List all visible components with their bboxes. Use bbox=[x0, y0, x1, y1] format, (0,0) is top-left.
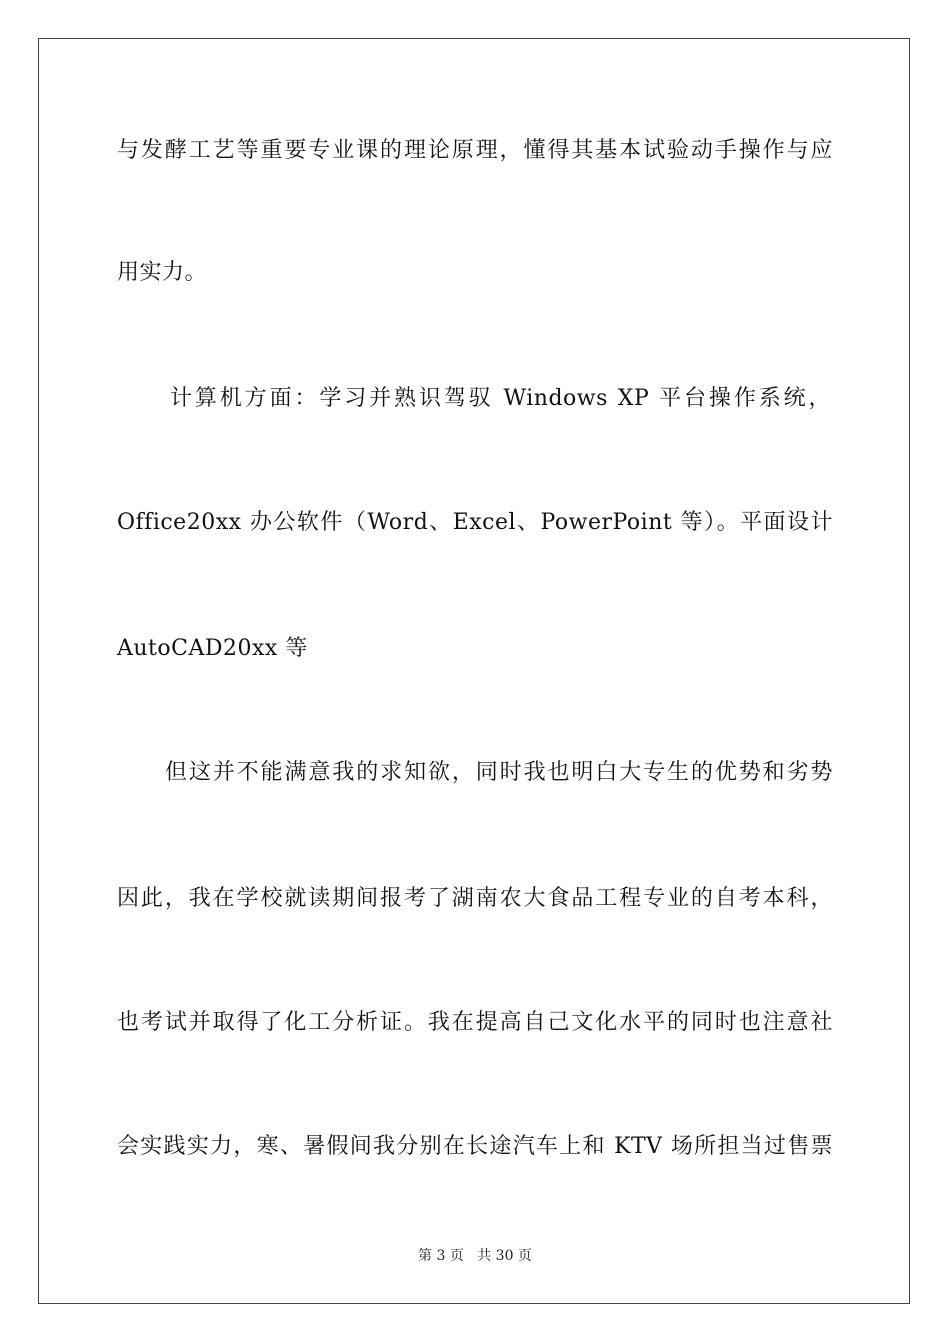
text-line-7: 因此，我在学校就读期间报考了湖南农大食品工程专业的自考本科， bbox=[117, 886, 833, 911]
text-line-4: Office20xx 办公软件（Word、Excel、PowerPoint 等）。平面设计 bbox=[117, 510, 833, 535]
page-footer bbox=[0, 1246, 950, 1266]
text-line-2: 用实力。 bbox=[117, 260, 208, 285]
text-line-5: AutoCAD20xx 等 bbox=[117, 636, 308, 661]
text-line-8: 也考试并取得了化工分析证。我在提高自己文化水平的同时也注意社 bbox=[117, 1010, 833, 1035]
text-line-9: 会实践实力，寒、暑假间我分别在长途汽车上和 KTV 场所担当过售票 bbox=[117, 1134, 833, 1159]
page-border bbox=[38, 38, 910, 1304]
text-line-1: 与发酵工艺等重要专业课的理论原理，懂得其基本试验动手操作与应 bbox=[117, 138, 833, 163]
text-line-6: 但这并不能满意我的求知欲，同时我也明白大专生的优势和劣势 bbox=[165, 760, 833, 785]
text-line-3: 计算机方面：学习并熟识驾驭 Windows XP 平台操作系统， bbox=[170, 386, 831, 411]
page-total: 共 30 页 bbox=[477, 1248, 532, 1264]
page-number: 第 3 页 bbox=[418, 1248, 464, 1264]
